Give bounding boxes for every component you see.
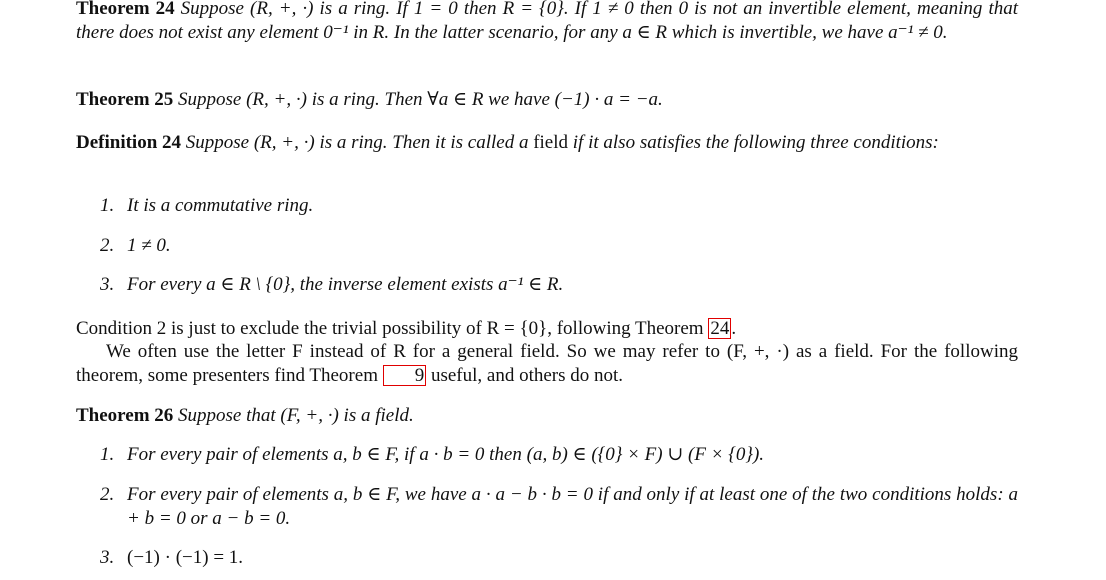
paragraph-text-before: We often use the letter F instead of R for a general field. So we may refer to (F, +, ·) as a field. For the following theorem, some presenters find Theorem xyxy=(76,341,1018,386)
theorem-25-label: Theorem 25 xyxy=(76,89,174,110)
theorem-26-item-1 xyxy=(100,443,1018,467)
definition-24-item-2 xyxy=(100,234,1018,258)
item-text: (−1) · (−1) = 1. xyxy=(127,547,244,568)
definition-24-term: field xyxy=(533,132,569,153)
definition-24-text-after: if it also satisfies the following three conditions: xyxy=(572,132,939,153)
theorem-25 xyxy=(76,88,1018,112)
item-number: 2. xyxy=(100,235,115,256)
item-text: For every pair of elements a, b ∈ F, we have a · a − b · b = 0 if and only if at least one of the two conditions holds: a + b = 0 or a − b = 0. xyxy=(127,484,1018,529)
definition-24 xyxy=(76,131,1018,155)
item-number: 3. xyxy=(100,547,115,568)
paragraph-condition-2 xyxy=(76,317,1018,341)
paragraph-text-after: useful, and others do not. xyxy=(430,364,624,386)
theorem-26-item-3 xyxy=(100,546,1018,570)
definition-24-label: Definition 24 xyxy=(76,132,182,153)
theorem-9-reference-link[interactable]: 9 xyxy=(383,365,427,386)
paragraph-end: . xyxy=(731,318,737,339)
theorem-26-label: Theorem 26 xyxy=(76,405,174,426)
paragraph-text: Condition 2 is just to exclude the trivial possibility of R = {0}, following Theorem xyxy=(76,318,704,339)
item-number: 3. xyxy=(100,274,115,295)
paragraph-letter-f xyxy=(76,340,1018,387)
definition-24-text-before: Suppose (R, +, ·) is a ring. Then it is called a xyxy=(185,132,529,153)
theorem-24-label: Theorem 24 xyxy=(76,0,175,19)
theorem-24-text: Suppose (R, +, ·) is a ring. If 1 = 0 then R = {0}. If 1 ≠ 0 then 0 is not an invertible element, meaning that there does not exist any element 0⁻¹ in R. In the latter scenario, for any a ∈ R which is invertible, we have a⁻¹ ≠ 0. xyxy=(76,0,1019,43)
theorem-24-reference-link[interactable]: 24 xyxy=(710,318,730,339)
item-number: 1. xyxy=(100,195,115,216)
item-number: 2. xyxy=(100,484,115,505)
item-text: It is a commutative ring. xyxy=(127,195,314,216)
definition-24-item-3 xyxy=(100,273,1018,297)
item-text: 1 ≠ 0. xyxy=(127,235,171,256)
theorem-24 xyxy=(76,0,1018,44)
theorem-26 xyxy=(76,404,1018,428)
item-text: For every a ∈ R \ {0}, the inverse element exists a⁻¹ ∈ R. xyxy=(127,274,564,295)
theorem-26-item-2 xyxy=(100,483,1018,530)
theorem-25-text: Suppose (R, +, ·) is a ring. Then ∀a ∈ R we have (−1) · a = −a. xyxy=(178,89,663,110)
definition-24-item-1 xyxy=(100,194,1018,218)
item-number: 1. xyxy=(100,444,115,465)
item-text: For every pair of elements a, b ∈ F, if a · b = 0 then (a, b) ∈ ({0} × F) ∪ (F × {0}). xyxy=(127,444,765,465)
theorem-26-text: Suppose that (F, +, ·) is a field. xyxy=(178,405,414,426)
